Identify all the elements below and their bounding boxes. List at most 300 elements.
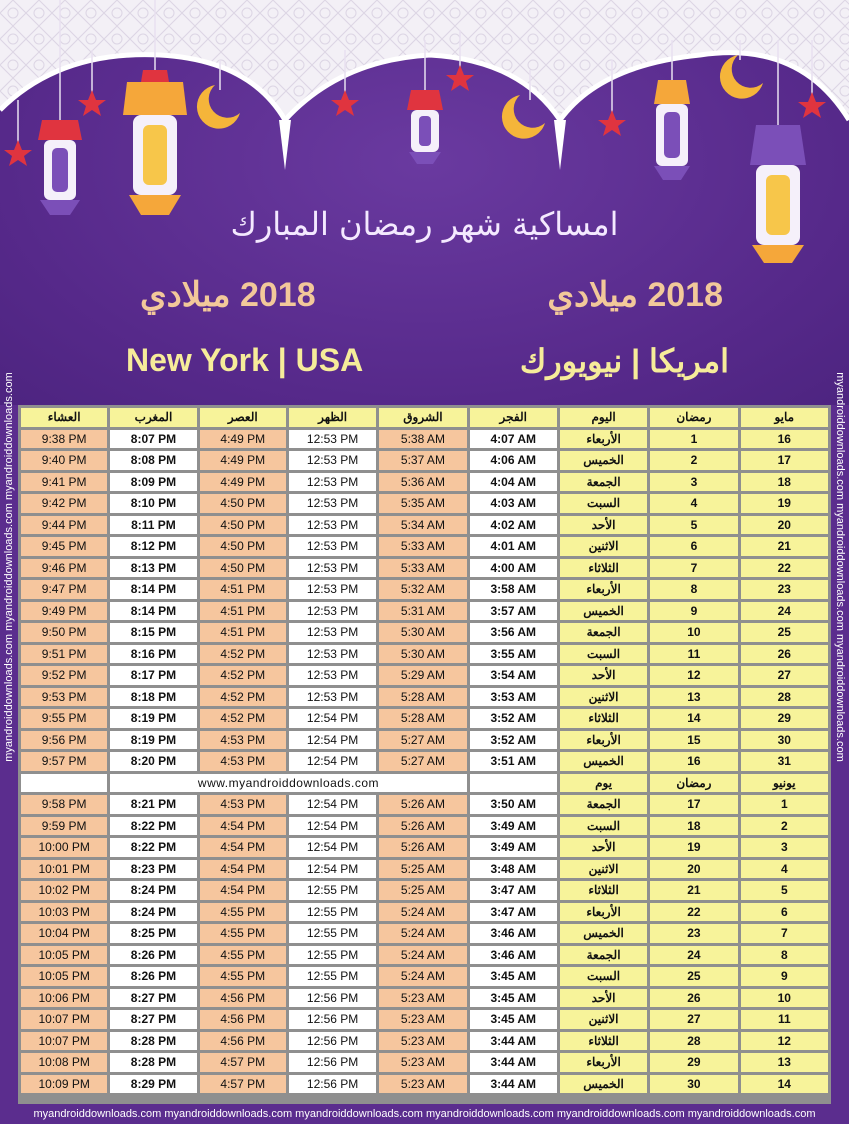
asr-time: 4:52 PM [200,645,286,664]
year-label-right: 2018 ميلادي [547,276,723,314]
isha-time: 10:01 PM [21,860,107,879]
asr-time: 4:52 PM [200,688,286,707]
maghrib-time: 8:11 PM [110,516,196,535]
fajr-time: 3:44 AM [470,1075,557,1094]
shuruq-time: 5:26 AM [379,817,466,836]
maghrib-time: 8:22 PM [110,817,196,836]
table-row [21,860,828,879]
isha-time: 10:04 PM [21,924,107,943]
shuruq-time: 5:34 AM [379,516,466,535]
weekday: الخميس [560,602,647,621]
shuruq-time: 5:24 AM [379,946,466,965]
table-row [21,451,828,470]
dhuhr-time: 12:54 PM [289,752,376,771]
dhuhr-time: 12:53 PM [289,537,376,556]
gregorian-day: 27 [741,666,828,685]
city-label-arabic: امريكا | نيويورك [519,343,729,379]
dhuhr-time: 12:54 PM [289,795,376,814]
ramadan-day: 21 [650,881,737,900]
asr-time: 4:49 PM [200,473,286,492]
gregorian-day: 12 [741,1032,828,1051]
weekday: الثلاثاء [560,1032,647,1051]
table-row [21,580,828,599]
asr-time: 4:55 PM [200,946,286,965]
shuruq-time: 5:33 AM [379,559,466,578]
asr-time: 4:49 PM [200,451,286,470]
fajr-time: 3:57 AM [470,602,557,621]
isha-time: 9:46 PM [21,559,107,578]
gregorian-day: 5 [741,881,828,900]
dhuhr-time: 12:53 PM [289,580,376,599]
fajr-time: 3:45 AM [470,967,557,986]
fajr-time: 3:49 AM [470,838,557,857]
maghrib-time: 8:29 PM [110,1075,196,1094]
maghrib-time: 8:09 PM [110,473,196,492]
asr-time: 4:51 PM [200,623,286,642]
dhuhr-time: 12:54 PM [289,860,376,879]
maghrib-time: 8:20 PM [110,752,196,771]
gregorian-day: 9 [741,967,828,986]
isha-time: 10:00 PM [21,838,107,857]
watermark-bottom: myandroiddownloads.com myandroiddownloads.com myandroiddownloads.com myandroiddownloads.com myandroiddownloads.com myandroiddownloads.com [33,1108,816,1120]
isha-time: 9:42 PM [21,494,107,513]
ramadan-day: 10 [650,623,737,642]
fajr-time: 3:44 AM [470,1032,557,1051]
gregorian-day: 24 [741,602,828,621]
col-header-may: مايو [741,408,828,427]
maghrib-time: 8:21 PM [110,795,196,814]
table-row [21,1075,828,1094]
ramadan-day: 9 [650,602,737,621]
fajr-time: 3:48 AM [470,860,557,879]
gregorian-day: 29 [741,709,828,728]
sep-ramadan-label: رمضان [650,774,737,793]
table-row [21,881,828,900]
sep-day-label: يوم [560,774,647,793]
gregorian-day: 7 [741,924,828,943]
isha-time: 9:52 PM [21,666,107,685]
ramadan-day: 23 [650,924,737,943]
weekday: الأربعاء [560,580,647,599]
gregorian-day: 28 [741,688,828,707]
maghrib-time: 8:19 PM [110,731,196,750]
maghrib-time: 8:07 PM [110,430,196,449]
dhuhr-time: 12:56 PM [289,1053,376,1072]
arch-pendant-left [279,120,291,170]
ramadan-day: 28 [650,1032,737,1051]
fajr-time: 3:46 AM [470,924,557,943]
ramadan-day: 20 [650,860,737,879]
gregorian-day: 17 [741,451,828,470]
col-header-dhuhr: الظهر [289,408,376,427]
asr-time: 4:50 PM [200,559,286,578]
table-row [21,967,828,986]
gregorian-day: 31 [741,752,828,771]
june-rows [21,795,828,1093]
dhuhr-time: 12:56 PM [289,1010,376,1029]
shuruq-time: 5:36 AM [379,473,466,492]
dhuhr-time: 12:53 PM [289,645,376,664]
shuruq-time: 5:33 AM [379,537,466,556]
asr-time: 4:49 PM [200,430,286,449]
isha-time: 10:06 PM [21,989,107,1008]
fajr-time: 3:52 AM [470,709,557,728]
col-header-day: اليوم [560,408,647,427]
shuruq-time: 5:31 AM [379,602,466,621]
fajr-time: 3:58 AM [470,580,557,599]
fajr-time: 3:44 AM [470,1053,557,1072]
maghrib-time: 8:15 PM [110,623,196,642]
col-header-isha: العشاء [21,408,107,427]
weekday: الاثنين [560,688,647,707]
weekday: الأحد [560,516,647,535]
shuruq-time: 5:28 AM [379,709,466,728]
gregorian-day: 25 [741,623,828,642]
maghrib-time: 8:17 PM [110,666,196,685]
maghrib-time: 8:27 PM [110,1010,196,1029]
table-row [21,430,828,449]
maghrib-time: 8:27 PM [110,989,196,1008]
col-header-shuruq: الشروق [379,408,466,427]
watermark-right: myandroiddownloads.com myandroiddownloads.com myandroiddownloads.com [834,372,846,762]
maghrib-time: 8:12 PM [110,537,196,556]
table-row [21,1053,828,1072]
isha-time: 9:45 PM [21,537,107,556]
col-header-fajr: الفجر [470,408,557,427]
asr-time: 4:56 PM [200,1032,286,1051]
isha-time: 9:59 PM [21,817,107,836]
maghrib-time: 8:26 PM [110,946,196,965]
table-row [21,537,828,556]
dhuhr-time: 12:53 PM [289,688,376,707]
asr-time: 4:54 PM [200,860,286,879]
shuruq-time: 5:23 AM [379,989,466,1008]
fajr-time: 3:55 AM [470,645,557,664]
weekday: الأحد [560,666,647,685]
header-banner [0,0,849,405]
ramadan-day: 15 [650,731,737,750]
shuruq-time: 5:27 AM [379,731,466,750]
maghrib-time: 8:14 PM [110,580,196,599]
shuruq-time: 5:29 AM [379,666,466,685]
june-separator [21,774,828,793]
dhuhr-time: 12:53 PM [289,559,376,578]
weekday: الخميس [560,451,647,470]
dhuhr-time: 12:55 PM [289,924,376,943]
col-header-ramadan: رمضان [650,408,737,427]
asr-time: 4:55 PM [200,903,286,922]
gregorian-day: 18 [741,473,828,492]
gregorian-day: 1 [741,795,828,814]
weekday: الجمعة [560,473,647,492]
weekday: الخميس [560,924,647,943]
ramadan-day: 4 [650,494,737,513]
ramadan-day: 29 [650,1053,737,1072]
fajr-time: 4:00 AM [470,559,557,578]
fajr-time: 3:56 AM [470,623,557,642]
maghrib-time: 8:14 PM [110,602,196,621]
asr-time: 4:54 PM [200,817,286,836]
ramadan-day: 19 [650,838,737,857]
shuruq-time: 5:28 AM [379,688,466,707]
gregorian-day: 26 [741,645,828,664]
asr-time: 4:56 PM [200,1010,286,1029]
isha-time: 9:44 PM [21,516,107,535]
maghrib-time: 8:23 PM [110,860,196,879]
prayer-times-table [18,405,831,1096]
isha-time: 9:41 PM [21,473,107,492]
isha-time: 10:09 PM [21,1075,107,1094]
weekday: الاثنين [560,860,647,879]
table-row [21,688,828,707]
table-row [21,838,828,857]
asr-time: 4:50 PM [200,516,286,535]
dhuhr-time: 12:53 PM [289,494,376,513]
weekday: الخميس [560,752,647,771]
dhuhr-time: 12:55 PM [289,903,376,922]
maghrib-time: 8:10 PM [110,494,196,513]
dhuhr-time: 12:55 PM [289,881,376,900]
gregorian-day: 8 [741,946,828,965]
table-row [21,666,828,685]
isha-time: 9:40 PM [21,451,107,470]
gregorian-day: 3 [741,838,828,857]
weekday: الاثنين [560,1010,647,1029]
isha-time: 9:55 PM [21,709,107,728]
gregorian-day: 23 [741,580,828,599]
table-row [21,731,828,750]
isha-time: 10:02 PM [21,881,107,900]
fajr-time: 3:45 AM [470,989,557,1008]
weekday: الأربعاء [560,903,647,922]
page-title: امساكية شهر رمضان المبارك [230,205,619,243]
watermark-left: myandroiddownloads.com myandroiddownloads.com myandroiddownloads.com [3,372,15,762]
dhuhr-time: 12:53 PM [289,430,376,449]
asr-time: 4:57 PM [200,1053,286,1072]
shuruq-time: 5:23 AM [379,1075,466,1094]
asr-time: 4:50 PM [200,494,286,513]
timetable [18,405,831,1104]
weekday: السبت [560,494,647,513]
isha-time: 9:56 PM [21,731,107,750]
weekday: الأحد [560,838,647,857]
table-row [21,924,828,943]
table-header-row [21,408,828,427]
fajr-time: 3:46 AM [470,946,557,965]
gregorian-day: 10 [741,989,828,1008]
ramadan-day: 24 [650,946,737,965]
fajr-time: 4:01 AM [470,537,557,556]
dhuhr-time: 12:55 PM [289,946,376,965]
dhuhr-time: 12:53 PM [289,602,376,621]
shuruq-time: 5:26 AM [379,838,466,857]
weekday: الخميس [560,1075,647,1094]
gregorian-day: 21 [741,537,828,556]
shuruq-time: 5:30 AM [379,645,466,664]
weekday: الأربعاء [560,731,647,750]
maghrib-time: 8:28 PM [110,1053,196,1072]
fajr-time: 3:52 AM [470,731,557,750]
ramadan-day: 14 [650,709,737,728]
shuruq-time: 5:37 AM [379,451,466,470]
fajr-time: 3:51 AM [470,752,557,771]
weekday: الأحد [560,989,647,1008]
gregorian-day: 14 [741,1075,828,1094]
city-label-english: New York | USA [126,342,364,378]
dhuhr-time: 12:54 PM [289,709,376,728]
dhuhr-time: 12:56 PM [289,1075,376,1094]
table-row [21,946,828,965]
dhuhr-time: 12:54 PM [289,731,376,750]
maghrib-time: 8:25 PM [110,924,196,943]
table-row [21,516,828,535]
ramadan-day: 2 [650,451,737,470]
dhuhr-time: 12:54 PM [289,838,376,857]
dhuhr-time: 12:53 PM [289,666,376,685]
asr-time: 4:54 PM [200,838,286,857]
col-header-asr: العصر [200,408,286,427]
fajr-time: 3:54 AM [470,666,557,685]
weekday: الاثنين [560,537,647,556]
fajr-time: 4:02 AM [470,516,557,535]
asr-time: 4:53 PM [200,752,286,771]
table-row [21,559,828,578]
isha-time: 10:05 PM [21,946,107,965]
asr-time: 4:55 PM [200,924,286,943]
ramadan-day: 6 [650,537,737,556]
shuruq-time: 5:25 AM [379,860,466,879]
gregorian-day: 16 [741,430,828,449]
shuruq-time: 5:27 AM [379,752,466,771]
table-row [21,473,828,492]
gregorian-day: 13 [741,1053,828,1072]
asr-time: 4:51 PM [200,580,286,599]
gregorian-day: 30 [741,731,828,750]
fajr-time: 4:03 AM [470,494,557,513]
maghrib-time: 8:26 PM [110,967,196,986]
weekday: الجمعة [560,795,647,814]
isha-time: 9:49 PM [21,602,107,621]
maghrib-time: 8:08 PM [110,451,196,470]
table-watermark: www.myandroiddownloads.com [110,774,466,793]
ramadan-day: 8 [650,580,737,599]
gregorian-day: 22 [741,559,828,578]
asr-time: 4:52 PM [200,709,286,728]
fajr-time: 3:49 AM [470,817,557,836]
shuruq-time: 5:23 AM [379,1032,466,1051]
table-row [21,1010,828,1029]
shuruq-time: 5:23 AM [379,1053,466,1072]
ramadan-day: 25 [650,967,737,986]
dhuhr-time: 12:54 PM [289,817,376,836]
isha-time: 10:05 PM [21,967,107,986]
weekday: الجمعة [560,623,647,642]
fajr-time: 3:47 AM [470,881,557,900]
table-row [21,817,828,836]
gregorian-day: 2 [741,817,828,836]
weekday: الأربعاء [560,430,647,449]
shuruq-time: 5:23 AM [379,1010,466,1029]
asr-time: 4:53 PM [200,795,286,814]
ramadan-day: 1 [650,430,737,449]
isha-time: 10:07 PM [21,1010,107,1029]
asr-time: 4:50 PM [200,537,286,556]
separator-row [21,774,828,793]
col-header-maghrib: المغرب [110,408,196,427]
dhuhr-time: 12:53 PM [289,623,376,642]
table-row [21,752,828,771]
asr-time: 4:56 PM [200,989,286,1008]
year-label-left: 2018 ميلادي [140,276,316,314]
fajr-time: 3:53 AM [470,688,557,707]
gregorian-day: 4 [741,860,828,879]
shuruq-time: 5:32 AM [379,580,466,599]
dhuhr-time: 12:56 PM [289,1032,376,1051]
fajr-time: 3:45 AM [470,1010,557,1029]
isha-time: 9:47 PM [21,580,107,599]
maghrib-time: 8:13 PM [110,559,196,578]
table-row [21,645,828,664]
ramadan-day: 11 [650,645,737,664]
table-row [21,903,828,922]
isha-time: 10:03 PM [21,903,107,922]
gregorian-day: 20 [741,516,828,535]
table-row [21,623,828,642]
maghrib-time: 8:16 PM [110,645,196,664]
ramadan-day: 27 [650,1010,737,1029]
table-row [21,602,828,621]
shuruq-time: 5:24 AM [379,903,466,922]
isha-time: 9:53 PM [21,688,107,707]
asr-time: 4:52 PM [200,666,286,685]
isha-time: 9:58 PM [21,795,107,814]
ramadan-day: 18 [650,817,737,836]
table-row [21,709,828,728]
maghrib-time: 8:28 PM [110,1032,196,1051]
asr-time: 4:55 PM [200,967,286,986]
shuruq-time: 5:25 AM [379,881,466,900]
table-row [21,795,828,814]
ramadan-day: 22 [650,903,737,922]
ramadan-day: 17 [650,795,737,814]
weekday: الثلاثاء [560,709,647,728]
may-rows [21,430,828,771]
shuruq-time: 5:24 AM [379,967,466,986]
table-row [21,1032,828,1051]
fajr-time: 4:04 AM [470,473,557,492]
col-header-june: يونيو [741,774,828,793]
ramadan-day: 5 [650,516,737,535]
shuruq-time: 5:26 AM [379,795,466,814]
ramadan-day: 13 [650,688,737,707]
shuruq-time: 5:35 AM [379,494,466,513]
ramadan-day: 12 [650,666,737,685]
table-row [21,989,828,1008]
weekday: الثلاثاء [560,559,647,578]
isha-time: 9:38 PM [21,430,107,449]
ramadan-day: 26 [650,989,737,1008]
isha-time: 10:08 PM [21,1053,107,1072]
isha-time: 9:51 PM [21,645,107,664]
dhuhr-time: 12:53 PM [289,451,376,470]
weekday: الثلاثاء [560,881,647,900]
asr-time: 4:51 PM [200,602,286,621]
fajr-time: 3:47 AM [470,903,557,922]
fajr-time: 4:06 AM [470,451,557,470]
shuruq-time: 5:30 AM [379,623,466,642]
fajr-time: 3:50 AM [470,795,557,814]
weekday: السبت [560,645,647,664]
